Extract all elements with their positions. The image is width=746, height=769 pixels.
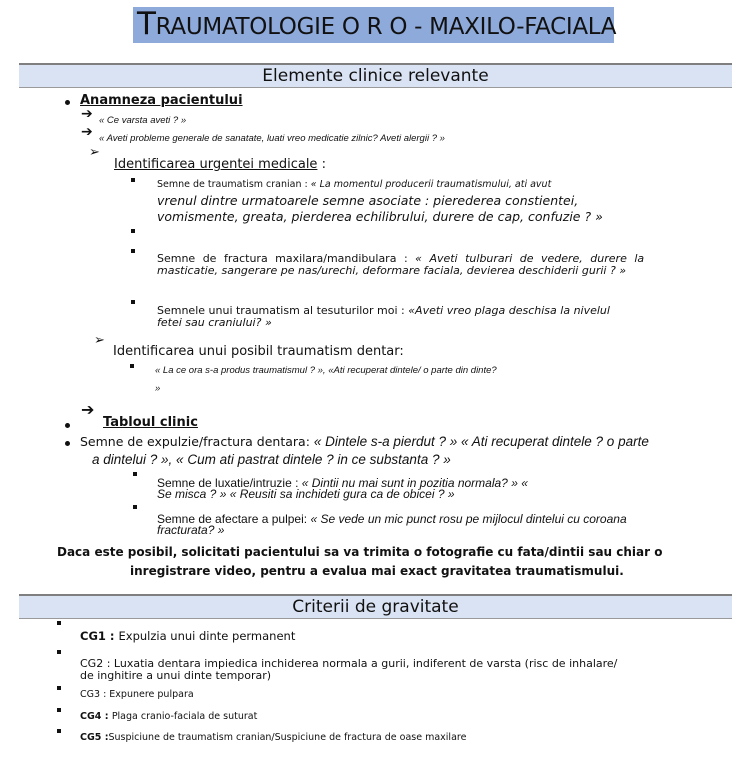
criterion-code: CG5 xyxy=(80,732,102,743)
urgenta-item-cranian-line2: vrenul dintre urmatoarele semne asociate : pierederea constientei, xyxy=(157,193,579,208)
chevron-arrow-icon: ➢ xyxy=(94,333,105,348)
item-quote: « La momentul producerii traumatismului, ati avut xyxy=(310,179,552,190)
dentar-heading: Identificarea unui posibil traumatism dentar: xyxy=(113,344,404,359)
square-bullet-icon xyxy=(130,364,134,368)
item-quote: « Dintele s-a pierdut ? » « Ati recuperat dintele ? o parte xyxy=(313,434,649,449)
section-header-elemente-clinice: Elemente clinice relevante xyxy=(19,63,732,88)
urgenta-heading-suffix: : xyxy=(317,157,326,172)
note-line-1: Daca este posibil, solicitati pacientului sa va trimita o fotografie cu fata/dintii sau chiar o xyxy=(57,545,663,559)
tablou-pulpa xyxy=(157,512,627,526)
item-quote: «Aveti vreo plaga deschisa la nivelul xyxy=(408,304,610,317)
criterion-text: Plaga cranio-faciala de suturat xyxy=(111,711,258,722)
criterion-separator: : xyxy=(105,629,119,643)
urgenta-item-cranian-line3: vomismente, greata, pierderea echilibrului, durere de cap, confuzie ? » xyxy=(157,209,603,224)
item-quote: « Dintii nu mai sunt in pozitia normala? » « xyxy=(301,476,528,490)
square-bullet-icon xyxy=(57,729,61,733)
square-bullet-icon xyxy=(133,472,137,476)
criterion-text: Expunere pulpara xyxy=(109,689,194,700)
urgenta-heading-text: Identificarea urgentei medicale xyxy=(114,157,318,172)
square-bullet-icon xyxy=(131,249,135,253)
criterion-separator: : xyxy=(100,689,110,700)
title-initial: T xyxy=(137,6,156,42)
square-bullet-icon xyxy=(131,229,135,233)
anamneza-heading: Anamneza pacientului xyxy=(80,93,243,108)
item-label: Semne de traumatism cranian : xyxy=(157,179,311,190)
note-line-2: inregistrare video, pentru a evalua mai exact gravitatea traumatismului. xyxy=(130,564,624,578)
dentar-quote-line1: « La ce ora s-a produs traumatismul ? », «Ati recuperat dintele/ o parte din dinte? xyxy=(155,365,497,376)
criterion-separator: : xyxy=(101,711,112,722)
tablou-expulzie xyxy=(80,434,649,449)
item-label: Semne de afectare a pulpei: xyxy=(157,512,311,526)
title-rest: RAUMATOLOGIE O R O - MAXILO-FACIALA xyxy=(155,14,617,40)
criterion-code: CG3 xyxy=(80,689,101,700)
item-quote: « Se vede un mic punct rosu pe mijlocul dintelui cu coroana xyxy=(310,512,627,526)
urgenta-item-tesuturi-line2: fetei sau craniului? » xyxy=(157,316,272,329)
criterion-code: CG4 xyxy=(80,711,102,722)
criterion-cg2-line2: de inghitire a unui dinte temporar) xyxy=(80,669,272,682)
criterion-separator: : xyxy=(103,657,114,670)
square-bullet-icon xyxy=(131,300,135,304)
arrow-right-icon: ➔ xyxy=(81,400,95,419)
anamneza-question-2: « Aveti probleme generale de sanatate, luati vreo medicatie zilnic? Aveti alergii ? » xyxy=(99,133,445,144)
dentar-quote-line2: » xyxy=(155,383,161,394)
square-bullet-icon xyxy=(131,178,135,182)
square-bullet-icon xyxy=(57,621,61,625)
criterion-cg4 xyxy=(80,711,257,722)
criterion-code: CG2 xyxy=(80,657,104,670)
arrow-right-icon: ➔ xyxy=(81,106,93,122)
square-bullet-icon xyxy=(57,708,61,712)
square-bullet-icon xyxy=(57,650,61,654)
urgenta-item-cranian xyxy=(157,179,551,190)
document-title xyxy=(137,6,616,42)
item-quote: « Aveti tulburari de vedere, durere la xyxy=(415,252,645,265)
tablou-expulzie-line2: a dintelui ? », « Cum ati pastrat dintele ? in ce substanta ? » xyxy=(92,452,451,467)
square-bullet-icon xyxy=(57,686,61,690)
tablou-luxatie-line2: Se misca ? » « Reusiti sa inchideti gura ca de obicei ? » xyxy=(157,487,455,501)
chevron-arrow-icon: ➢ xyxy=(89,145,100,160)
tablou-heading: Tabloul clinic xyxy=(103,415,198,430)
arrow-right-icon: ➔ xyxy=(81,124,93,140)
criterion-text: Luxatia dentara impiedica inchiderea normala a gurii, indiferent de varsta (risc de inhalare/ xyxy=(113,657,618,670)
urgenta-item-fractura-line2: masticatie, sangerare pe nas/urechi, deformare faciala, devierea deschiderii gurii ? » xyxy=(157,264,627,277)
criterion-text: Expulzia unui dinte permanent xyxy=(118,629,296,643)
criterion-cg1 xyxy=(80,629,295,643)
bullet-dot-icon xyxy=(65,441,70,446)
item-label: Semnele unui traumatism al tesuturilor moi : xyxy=(157,304,409,317)
bullet-dot-icon xyxy=(65,423,70,428)
item-label: Semne de expulzie/fractura dentara: xyxy=(80,434,314,449)
item-label: Semne de fractura maxilara/mandibulara : xyxy=(157,252,416,265)
urgenta-heading xyxy=(114,157,326,172)
criterion-cg3 xyxy=(80,689,194,700)
criterion-cg5 xyxy=(80,732,466,743)
criterion-text: Suspiciune de traumatism cranian/Suspiciune de fractura de oase maxilare xyxy=(108,732,467,743)
criterion-separator: : xyxy=(101,732,109,743)
bullet-dot-icon xyxy=(65,100,70,105)
tablou-pulpa-line2: fracturata? » xyxy=(157,523,225,537)
criterion-code: CG1 xyxy=(80,629,106,643)
square-bullet-icon xyxy=(133,505,137,509)
section-header-criterii-gravitate: Criterii de gravitate xyxy=(19,594,732,619)
item-label: Semne de luxatie/intruzie : xyxy=(157,476,302,490)
anamneza-question-1: « Ce varsta aveti ? » xyxy=(99,115,187,126)
